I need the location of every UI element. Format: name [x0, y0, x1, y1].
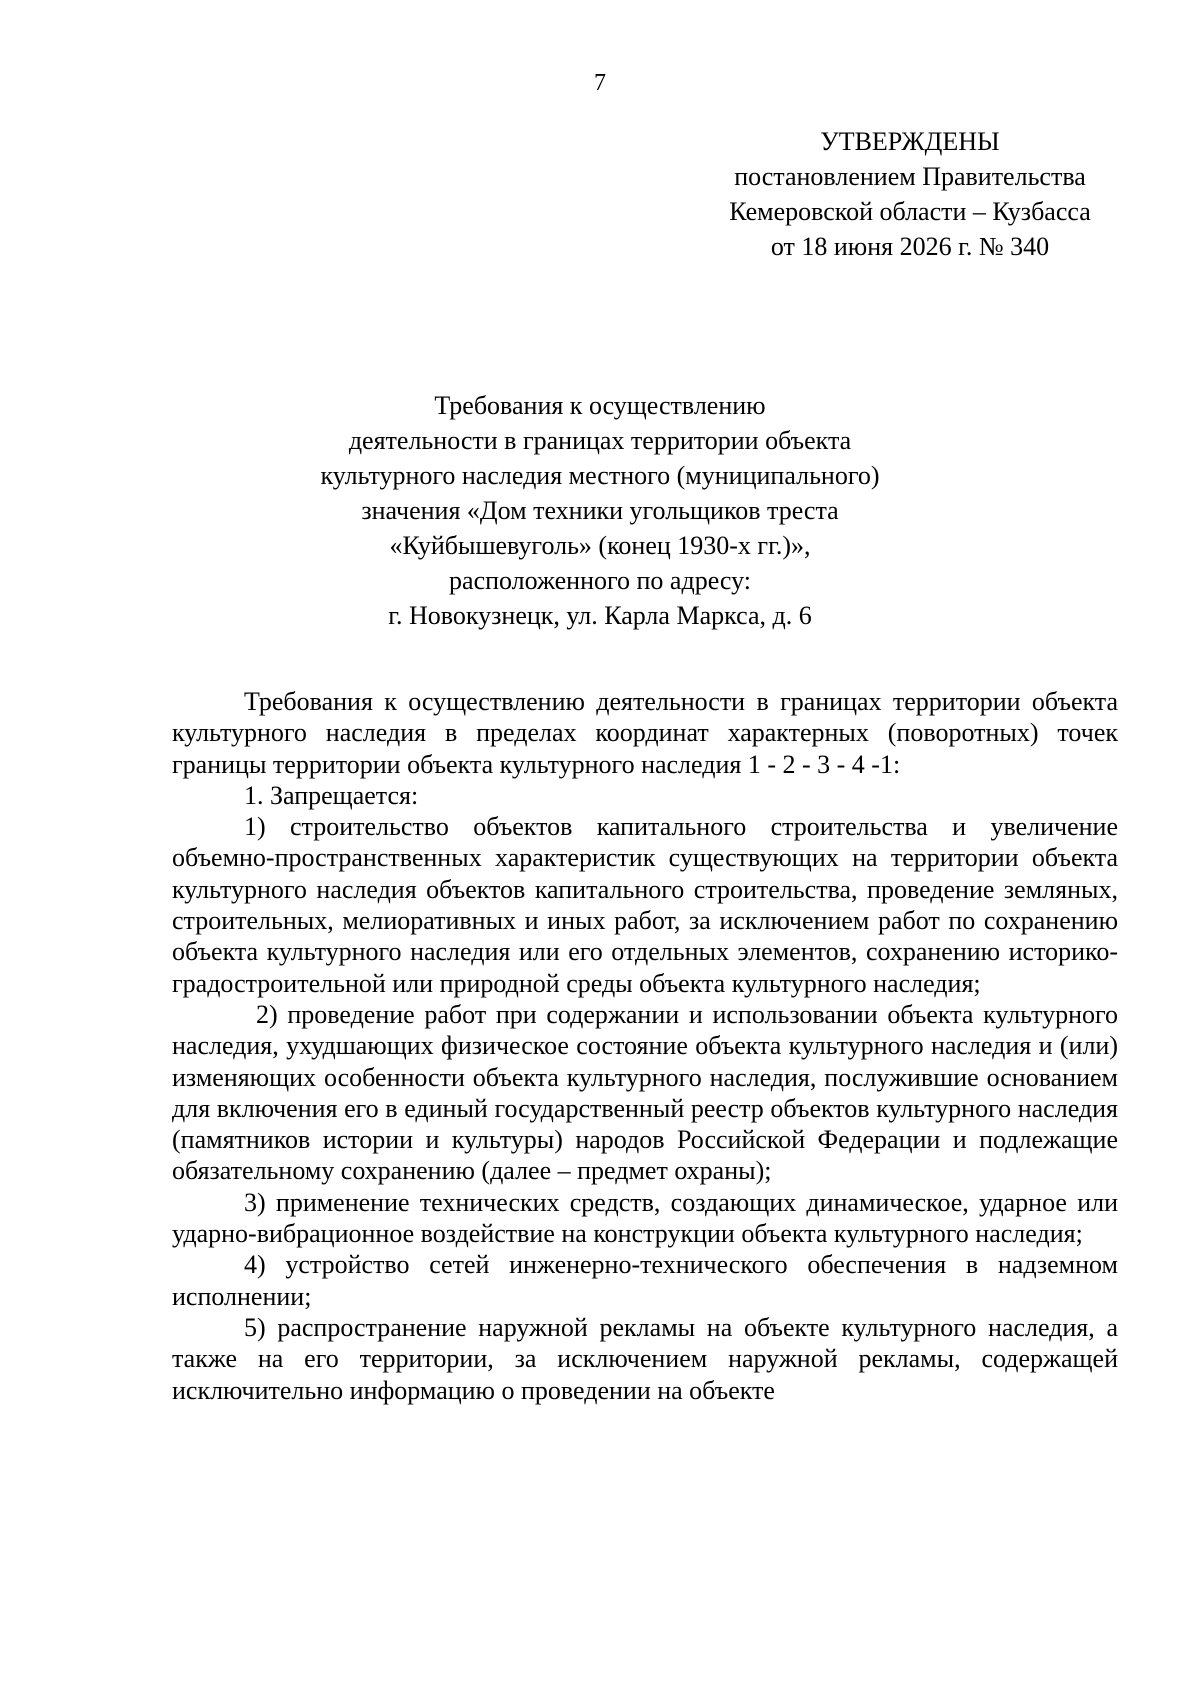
intro-paragraph: Требования к осуществлению деятельности в границах территории объекта культурного наследия в пределах координат характерных (поворотных) точек границы территории объекта культурного наследия 1 - 2 - 3 - 4 -1:: [172, 687, 1118, 779]
list-item: 3) применение технических средств, создающих динамическое, ударное или ударно-вибрационное воздействие на конструкции объекта культурного наследия;: [172, 1187, 1118, 1249]
list-item: 1) строительство объектов капитального строительства и увеличение объемно-пространственных характеристик существующих на территории объекта культурного наследия объектов капитального строительства, проведение земляных, строительных, мелиоративных и иных работ, за исключением работ по сохранению объекта культурного наследия или его отдельных элементов, сохранению историко-градостроительной или природной среды объекта культурного наследия;: [172, 812, 1118, 998]
title-line: Требования к осуществлению: [434, 391, 766, 420]
title-line: расположенного по адресу:: [449, 566, 751, 595]
page-number: 7: [594, 70, 606, 96]
title-line: деятельности в границах территории объекта: [348, 426, 852, 455]
list-item: 4) устройство сетей инженерно-технического обеспечения в надземном исполнении;: [172, 1250, 1118, 1311]
document-title: [180, 388, 1020, 633]
approval-line: УТВЕРЖДЕНЫ: [820, 127, 1000, 156]
approval-line: от 18 июня 2026 г. № 340: [770, 232, 1050, 261]
approval-line: постановлением Правительства: [734, 162, 1086, 191]
title-line: значения «Дом техники угольщиков треста: [361, 496, 839, 525]
approval-line: Кемеровской области – Кузбасса: [729, 197, 1091, 226]
list-item: 5) распространение наружной рекламы на объекте культурного наследия, а также на его территории, за исключением наружной рекламы, содержащей исключительно информацию о проведении на объекте: [172, 1312, 1118, 1405]
title-line: культурного наследия местного (муниципального): [320, 461, 880, 490]
document-body: [172, 686, 1118, 1406]
list-item: 2) проведение работ при содержании и использовании объекта культурного наследия, ухудшающих физическое состояние объекта культурного наследия и (или) изменяющих особенности объекта культурного наследия, послужившие основанием для включения его в единый государственный реестр объектов культурного наследия (памятников истории и культуры) народов Российской Федерации и подлежащие обязательному сохранению (далее – предмет охраны);: [172, 999, 1118, 1186]
approval-stamp: [700, 124, 1120, 264]
section-heading: 1. Запрещается:: [244, 780, 419, 810]
title-line: г. Новокузнецк, ул. Карла Маркса, д. 6: [388, 601, 812, 630]
title-line: «Куйбышевуголь» (конец 1930-х гг.)»,: [389, 531, 811, 560]
